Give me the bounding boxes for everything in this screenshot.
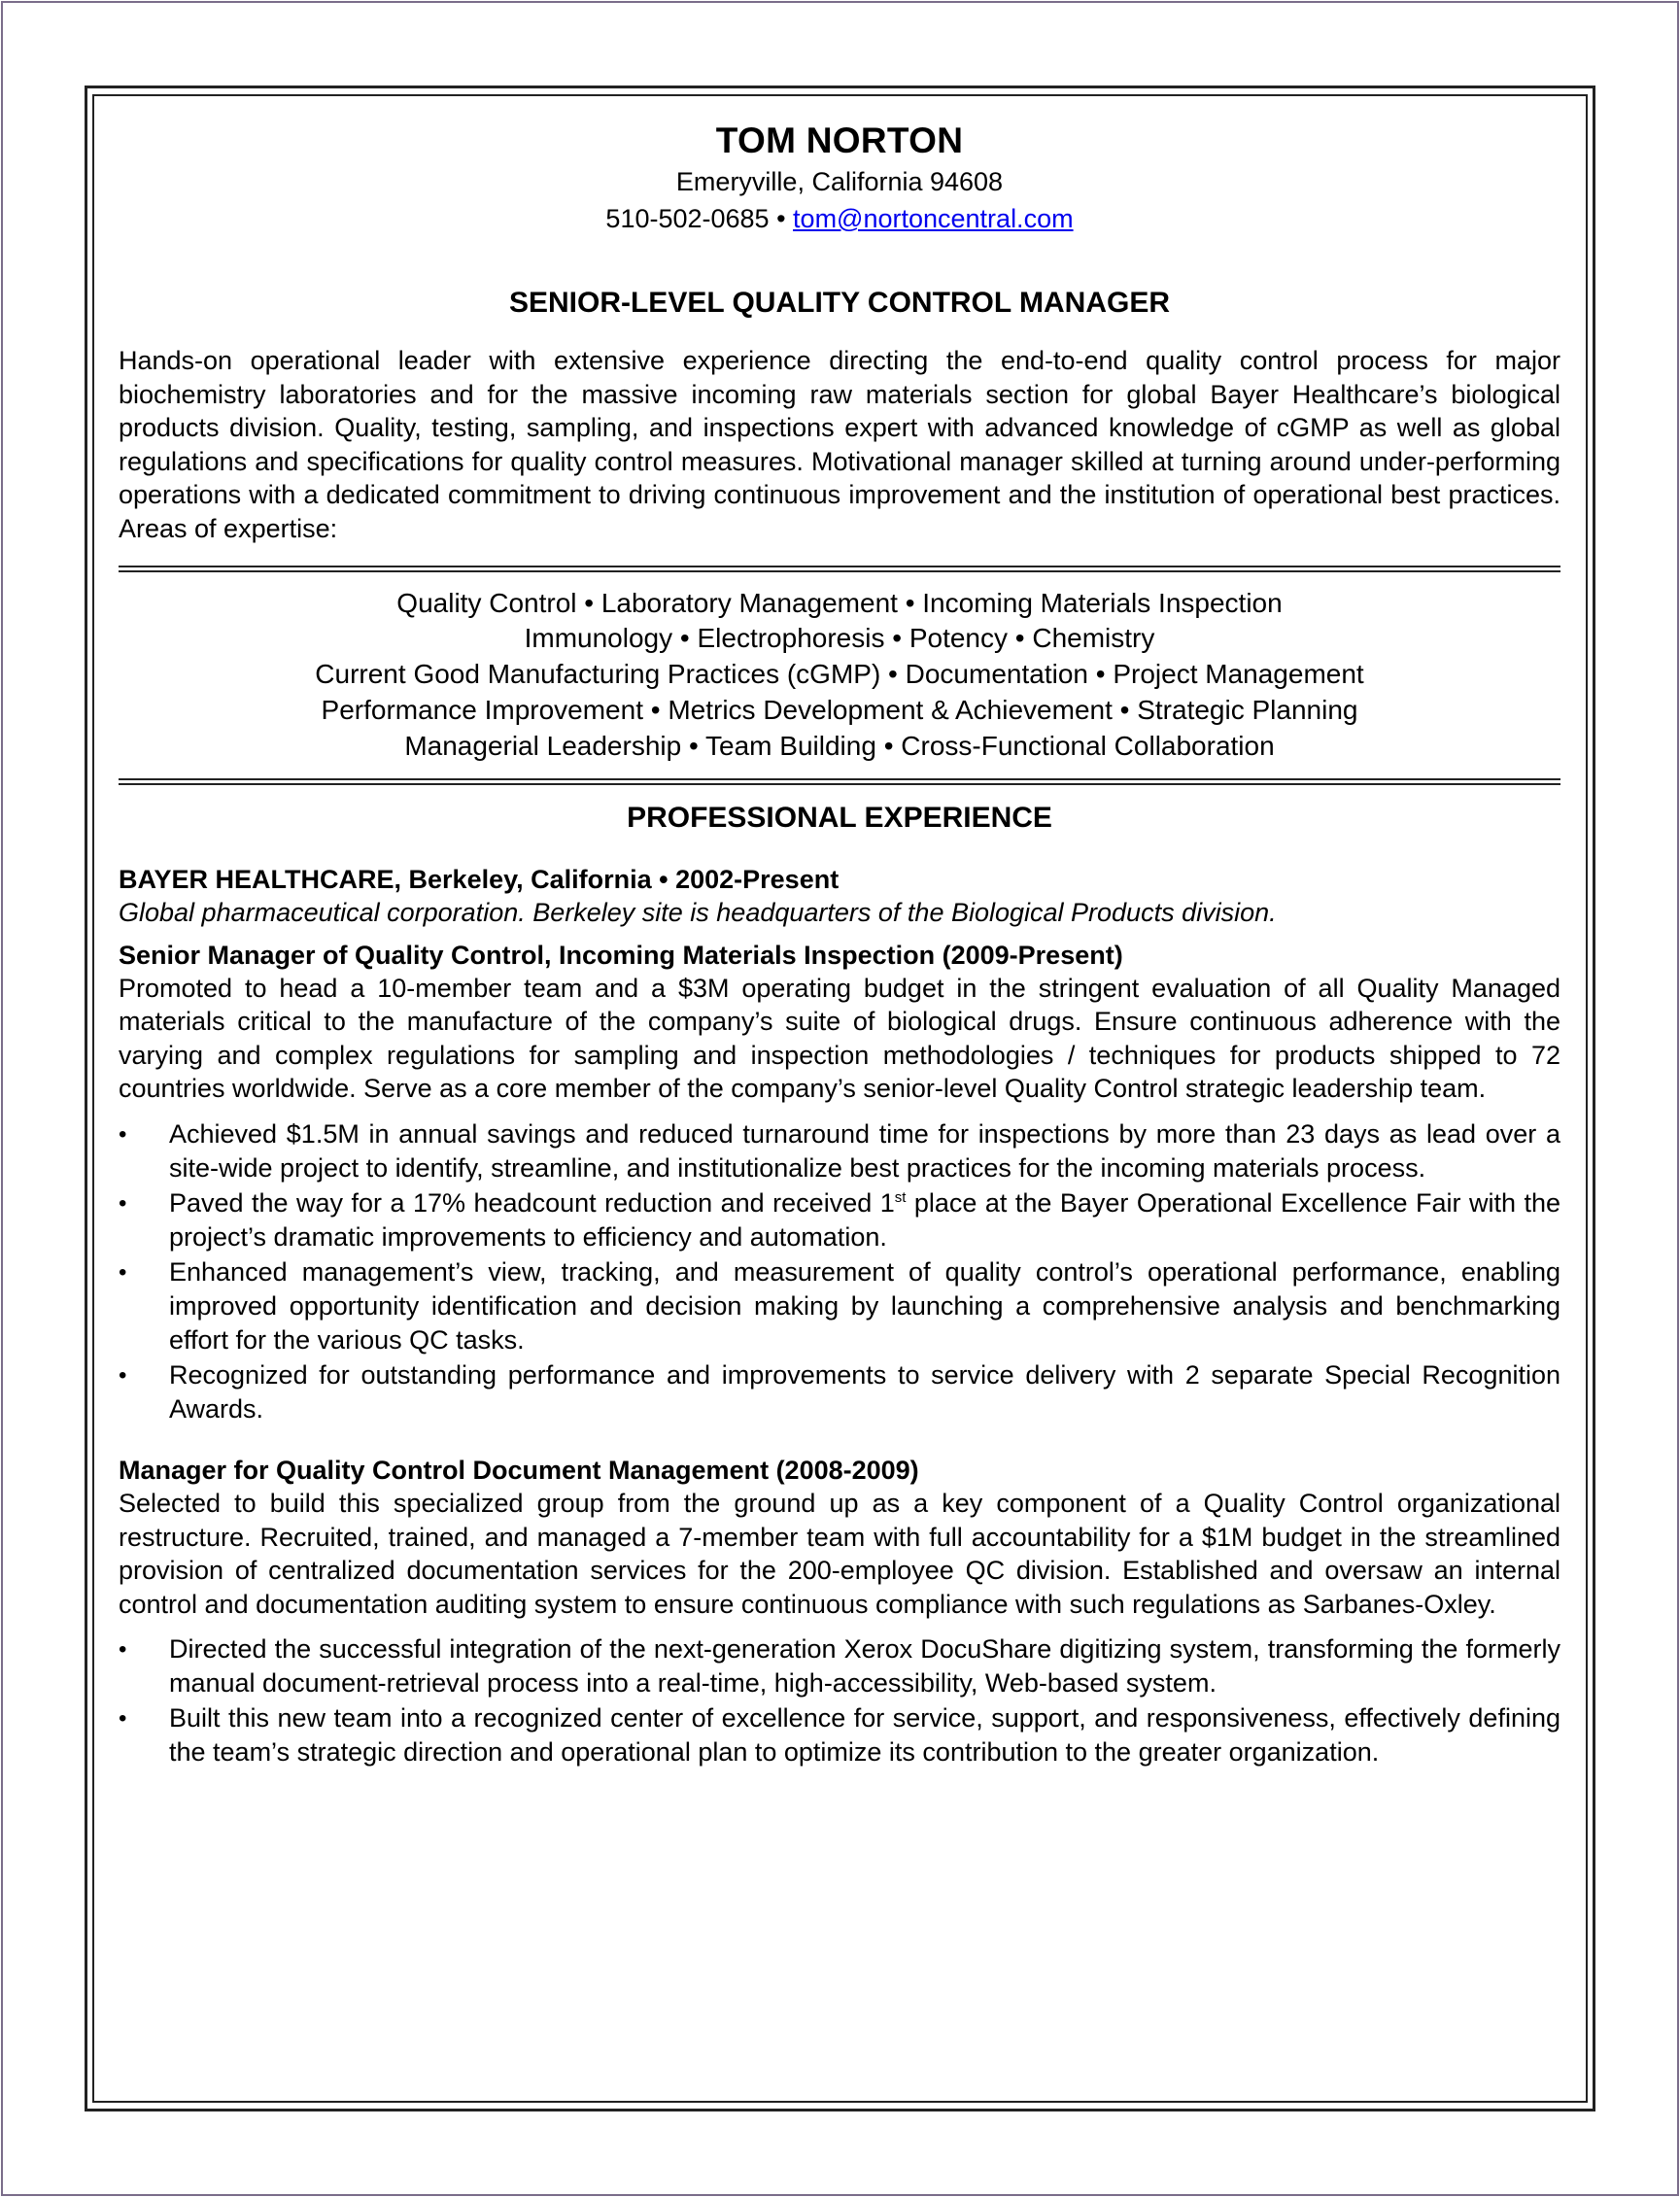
ordinal-suffix: st: [894, 1188, 907, 1206]
expertise-line: Performance Improvement • Metrics Development & Achievement • Strategic Planning: [321, 694, 1358, 725]
expertise-line: Quality Control • Laboratory Management • Incoming Materials Inspection: [396, 587, 1283, 618]
job-title: Senior Manager of Quality Control, Incoming Materials Inspection (2009-Present): [119, 940, 1123, 970]
achievement-item: • Enhanced management’s view, tracking, and measurement of quality control’s operational performance, enabling improved opportunity identification and decision making by launching a comprehensive analysis and benchmarking effort for the various QC tasks.: [119, 1255, 1560, 1357]
job-description: Promoted to head a 10-member team and a $3M operating budget in the stringent evaluation of all Quality Managed materials critical to the manufacture of the company’s suite of biological drugs. Ensure continuous adherence with the varying and complex regulations for sampling and inspection methodologies / techniques for products shipped to 72 countries worldwide. Serve as a core member of the company’s senior-level Quality Control strategic leadership team.: [119, 973, 1560, 1104]
achievement-text: place at the Bayer Operational Excellence Fair with the project’s dramatic improvements to efficiency and automation.: [169, 1187, 1560, 1252]
resume-content: [119, 117, 1560, 1770]
candidate-address: Emeryville, California 94608: [675, 167, 1004, 196]
candidate-email-link[interactable]: tom@nortoncentral.com: [793, 204, 1074, 233]
achievement-item: • Recognized for outstanding performance and improvements to service delivery with 2 separate Special Recognition Awards.: [119, 1358, 1560, 1426]
expertise-line: Immunology • Electrophoresis • Potency • Chemistry: [524, 623, 1155, 654]
achievement-list: [119, 1632, 1560, 1769]
achievement-item: [119, 1186, 1560, 1254]
job-title: Manager for Quality Control Document Management (2008-2009): [119, 1455, 919, 1485]
expertise-list: [119, 586, 1560, 765]
company-description: Global pharmaceutical corporation. Berkeley site is headquarters of the Biological Products division.: [119, 897, 1277, 927]
achievement-list: [119, 1117, 1560, 1426]
company-heading: BAYER HEALTHCARE, Berkeley, California • 2002-Present: [119, 864, 840, 894]
divider: [119, 778, 1560, 785]
achievement-text: Paved the way for a 17% headcount reduction and received 1: [169, 1187, 895, 1218]
summary-paragraph: Hands-on operational leader with extensive experience directing the end-to-end quality control process for major biochemistry laboratories and for the massive incoming raw materials section for global Bayer Healthcare’s biological products division. Quality, testing, sampling, and inspections expert with advanced knowledge of cGMP as well as global regulations and specifications for quality control measures. Motivational manager skilled at turning around under-performing operations with a dedicated commitment to driving continuous improvement and the institution of operational best practices. Areas of expertise:: [119, 346, 1560, 543]
achievement-item: • Achieved $1.5M in annual savings and reduced turnaround time for inspections by more than 23 days as lead over a site-wide project to identify, streamline, and institutionalize best practices for the incoming materials process.: [119, 1117, 1560, 1185]
divider: [119, 566, 1560, 572]
expertise-line: Managerial Leadership • Team Building • Cross-Functional Collaboration: [404, 730, 1275, 761]
resume-header: [119, 117, 1560, 237]
achievement-item: • Directed the successful integration of the next-generation Xerox DocuShare digitizing system, transforming the formerly manual document-retrieval process into a real-time, high-accessibility, Web-based system.: [119, 1632, 1560, 1700]
contact-line: [119, 200, 1560, 237]
expertise-line: Current Good Manufacturing Practices (cGMP) • Documentation • Project Management: [315, 659, 1364, 690]
candidate-name: TOM NORTON: [715, 120, 964, 160]
section-title: PROFESSIONAL EXPERIENCE: [627, 801, 1052, 834]
headline: SENIOR-LEVEL QUALITY CONTROL MANAGER: [508, 287, 1171, 319]
contact-separator: •: [769, 204, 794, 233]
job-description: Selected to build this specialized group from the ground up as a key component of a Quality Control organizational restructure. Recruited, trained, and managed a 7-member team with full accountability for a $1M budget in the streamlined provision of centralized documentation services for the 200-employee QC division. Established and oversaw an internal control and documentation auditing system to ensure continuous compliance with such regulations as Sarbanes-Oxley.: [119, 1488, 1560, 1619]
achievement-item: • Built this new team into a recognized center of excellence for service, support, and responsiveness, effectively defining the team’s strategic direction and operational plan to optimize its contribution to the greater organization.: [119, 1701, 1560, 1769]
candidate-phone: 510-502-0685: [605, 204, 770, 233]
